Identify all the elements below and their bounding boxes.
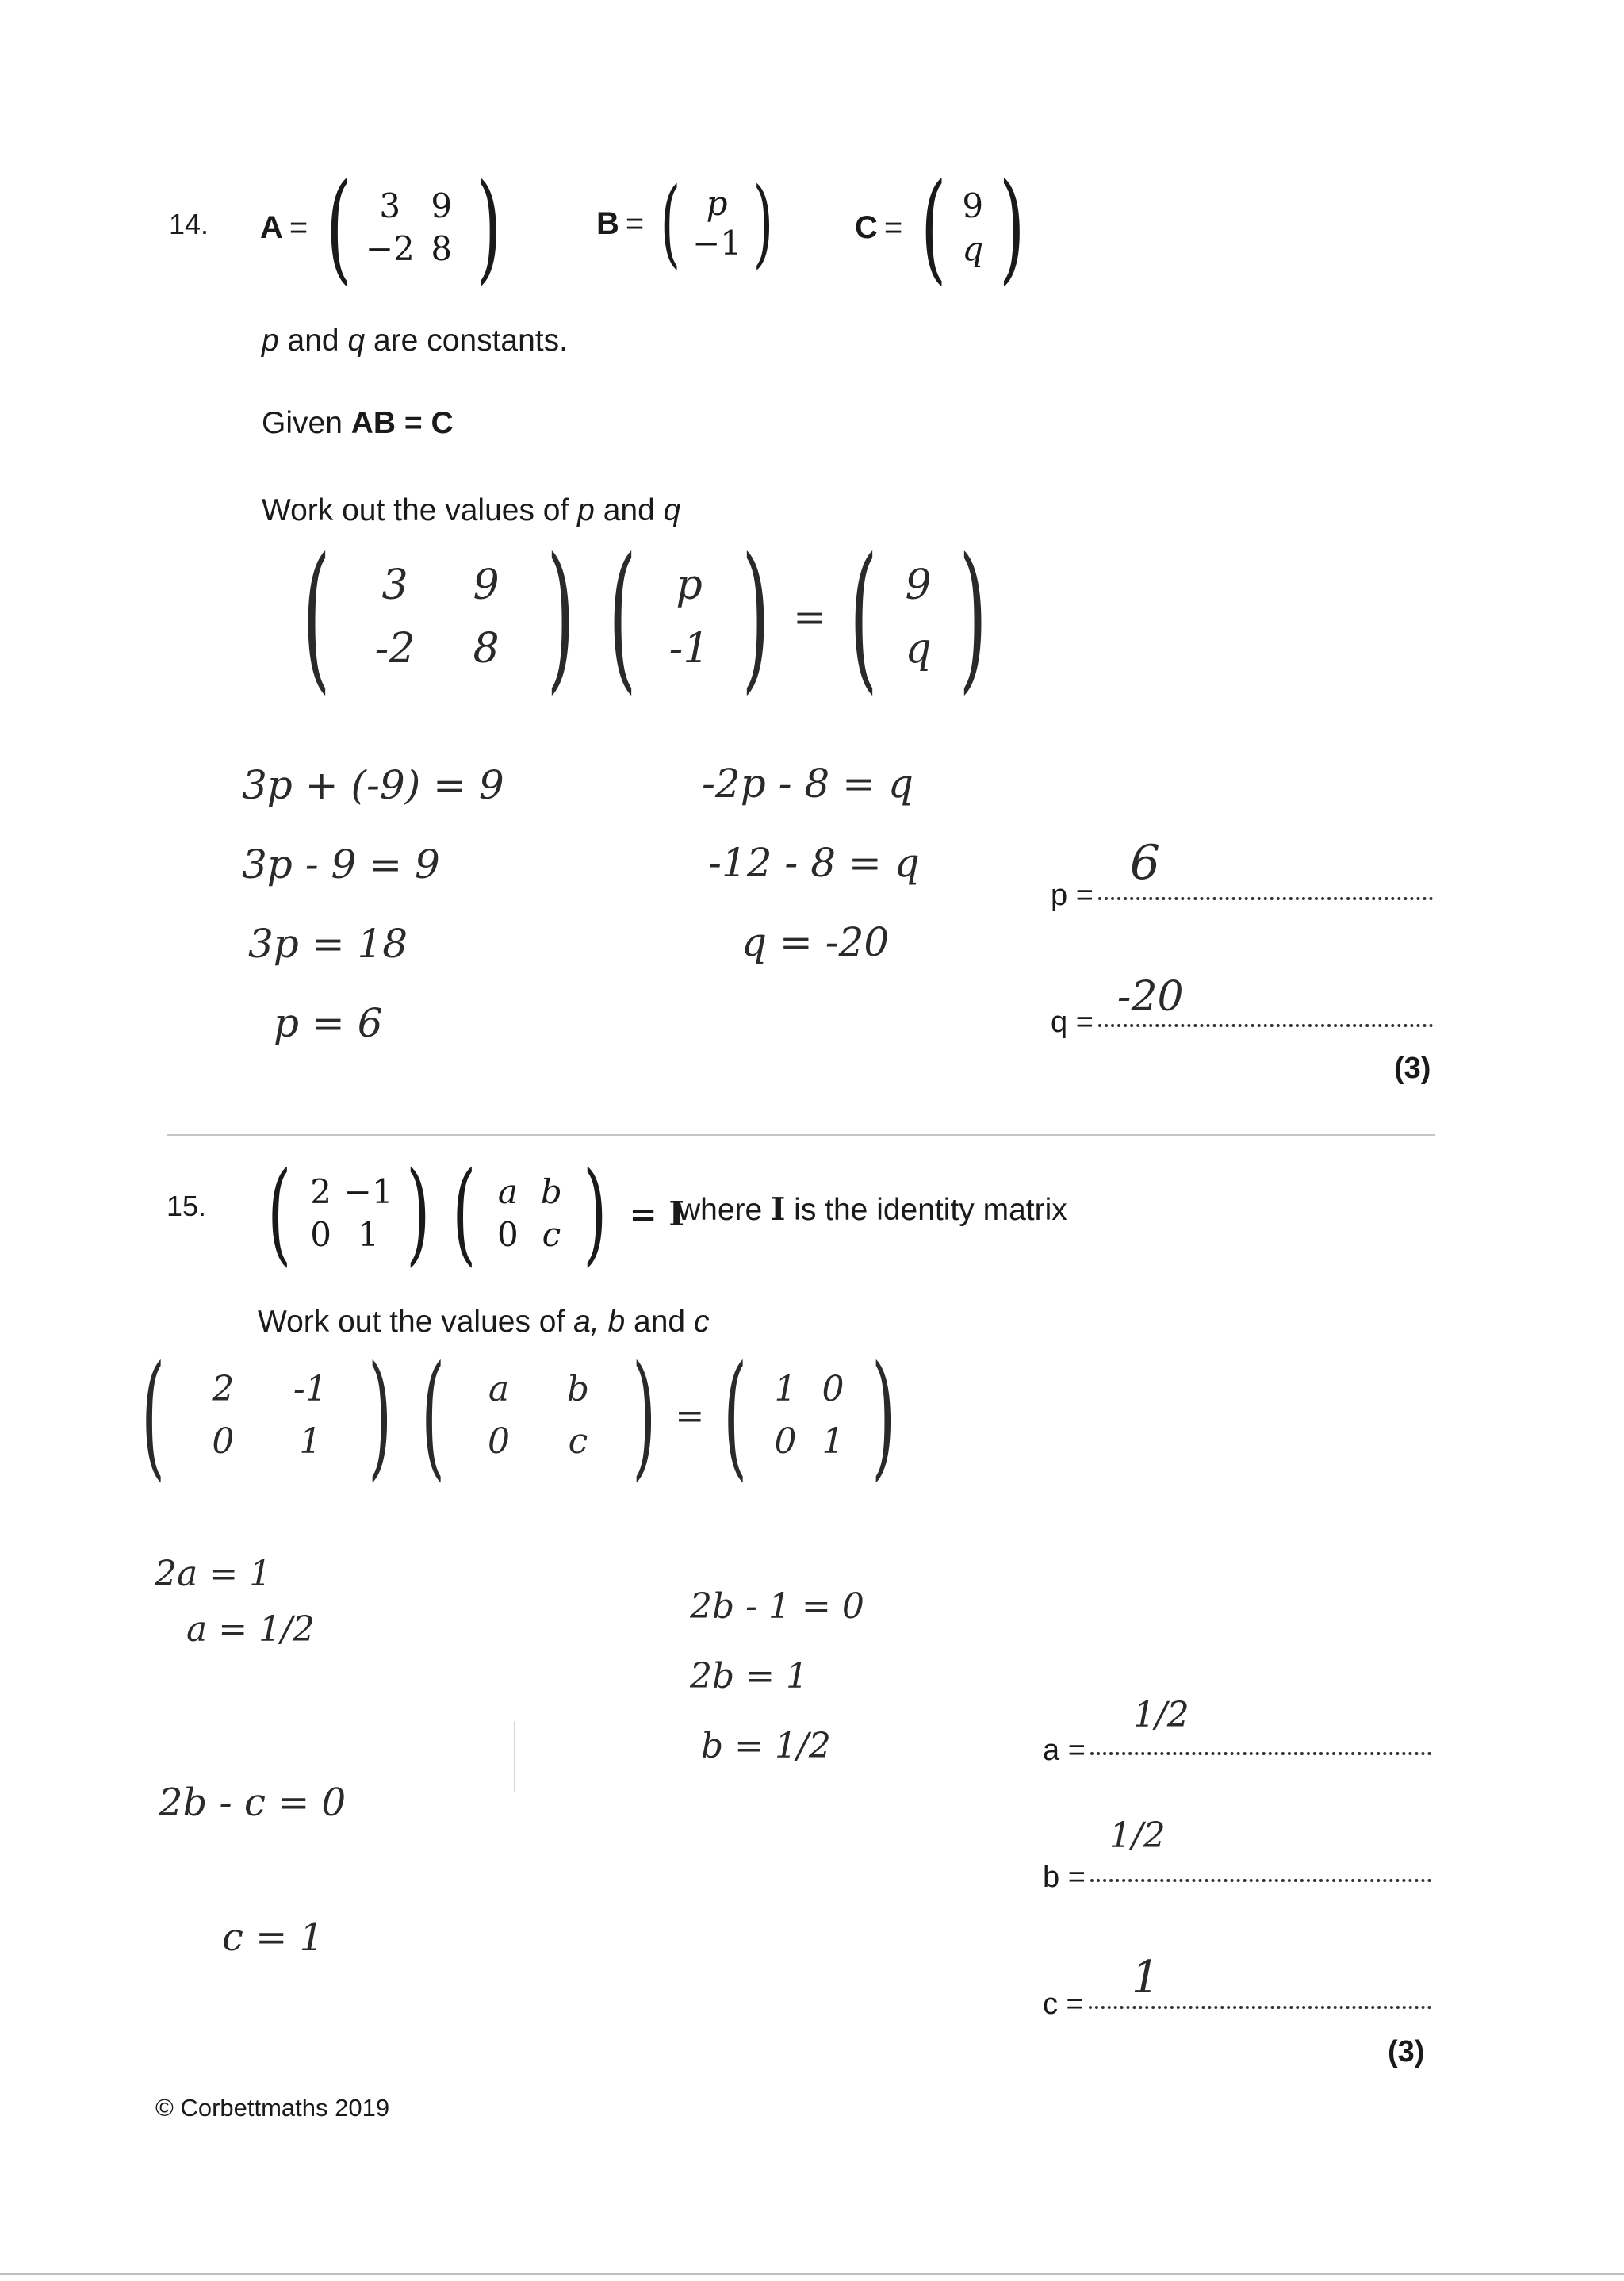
right-paren: ) xyxy=(959,524,987,709)
working-matrix-1 xyxy=(347,554,530,680)
matrix-cell: 0 xyxy=(310,1215,331,1254)
equals-sign: = xyxy=(883,209,903,245)
text-rest: are constants. xyxy=(365,324,568,358)
answer-value: 1/2 xyxy=(1109,1815,1166,1856)
right-paren: ) xyxy=(583,1148,607,1278)
matrix-1-cells xyxy=(301,1171,396,1256)
matrix-a-label: A xyxy=(260,209,283,245)
working-left-column xyxy=(155,1547,315,1658)
matrix-2-cells xyxy=(486,1171,573,1256)
question-divider xyxy=(167,1134,1435,1136)
matrix-cell: 1 xyxy=(358,1215,379,1254)
answer-field-b[interactable] xyxy=(1090,1815,1431,1882)
matrix-cell: 0 xyxy=(822,1369,845,1409)
matrix-cell: -1 xyxy=(293,1369,327,1409)
where-text-rest: is the identity matrix xyxy=(785,1193,1067,1227)
constants-statement xyxy=(262,324,568,358)
matrix-a-definition xyxy=(260,159,511,297)
pencil-mark xyxy=(514,1721,515,1792)
identity-note xyxy=(678,1191,1067,1228)
matrix-cell: 0 xyxy=(497,1215,519,1254)
matrix-cell: −1 xyxy=(692,224,742,263)
working-matrix-2 xyxy=(459,1363,618,1468)
right-paren: ) xyxy=(475,159,502,297)
matrix-cell: 0 xyxy=(487,1421,510,1462)
matrix-cell: 9 xyxy=(905,562,932,609)
left-paren: ( xyxy=(267,1148,292,1278)
matrix-cell: p xyxy=(706,184,728,223)
marks: (3) xyxy=(1394,1052,1431,1085)
right-paren: ) xyxy=(405,1148,430,1278)
matrix-cell: -1 xyxy=(668,625,710,673)
matrix-cell: 0 xyxy=(774,1421,797,1462)
working-line: 3p - 9 = 9 xyxy=(242,841,440,887)
right-paren: ) xyxy=(741,524,770,709)
given-statement xyxy=(262,406,454,441)
working-left-column-2 xyxy=(159,1735,346,2005)
answer-label: p = xyxy=(1051,879,1094,912)
instruction xyxy=(258,1305,709,1340)
answer-label: b = xyxy=(1043,1861,1086,1894)
right-paren: ) xyxy=(998,159,1025,297)
answer-value: 1 xyxy=(1131,1952,1160,2003)
answer-value: 1/2 xyxy=(1132,1695,1189,1735)
working-right-column xyxy=(690,1572,864,1781)
equals-sign: = xyxy=(675,1395,705,1436)
question-number: 15. xyxy=(167,1190,207,1222)
working-matrix-3 xyxy=(894,554,942,680)
matrix-equation xyxy=(258,1148,684,1278)
matrix-b-label: B xyxy=(596,205,619,241)
working-line: c = 1 xyxy=(222,1915,324,1960)
answer-field-a[interactable] xyxy=(1090,1695,1431,1755)
matrix-cell: c xyxy=(542,1215,561,1254)
working-matrix-2 xyxy=(653,554,725,680)
working-right-column xyxy=(702,744,920,982)
answer-line-c xyxy=(1043,1952,1431,2022)
matrix-cell: 2 xyxy=(212,1369,235,1409)
matrix-cell: 0 xyxy=(212,1421,235,1462)
working-line: -2p - 8 = q xyxy=(702,761,914,807)
matrix-c-cells xyxy=(957,185,989,270)
matrix-cell: 8 xyxy=(431,229,453,268)
instruction-prefix: Work out the values of xyxy=(258,1305,574,1339)
working-line: p = 6 xyxy=(274,1000,383,1046)
var-p: p xyxy=(577,493,595,527)
matrix-cell: a xyxy=(497,1172,518,1211)
matrix-cell: c xyxy=(568,1421,588,1462)
working-matrix-1 xyxy=(179,1363,354,1468)
matrix-cell: 3 xyxy=(379,186,401,225)
where-text: where xyxy=(678,1193,772,1227)
left-paren: ( xyxy=(452,1148,477,1278)
answer-field-c[interactable] xyxy=(1089,1952,1431,2009)
left-paren: ( xyxy=(921,159,947,297)
matrix-cell: −2 xyxy=(365,229,415,268)
given-expression: AB = C xyxy=(350,406,454,440)
working-line: q = -20 xyxy=(741,919,890,965)
equals-sign: = xyxy=(625,205,645,241)
right-paren: ) xyxy=(753,168,774,278)
right-paren: ) xyxy=(546,524,575,709)
answer-line-q xyxy=(1051,973,1433,1040)
copyright-footer: © Corbettmaths 2019 xyxy=(155,2094,390,2122)
matrix-cell: a xyxy=(488,1369,510,1409)
left-paren: ( xyxy=(723,1337,748,1494)
answer-field-p[interactable] xyxy=(1098,835,1433,900)
answer-value: 6 xyxy=(1129,835,1161,891)
matrix-cell: b xyxy=(540,1172,562,1211)
left-paren: ( xyxy=(420,1337,445,1494)
left-paren: ( xyxy=(608,524,637,709)
matrix-cell: −1 xyxy=(343,1172,393,1211)
instruction-prefix: Work out the values of xyxy=(262,493,578,527)
answer-field-q[interactable] xyxy=(1098,973,1433,1027)
left-paren: ( xyxy=(849,524,878,709)
working-matrix-3 xyxy=(762,1363,857,1468)
equals-sign: = xyxy=(793,594,827,640)
left-paren: ( xyxy=(326,159,352,297)
matrix-b-cells xyxy=(689,184,745,263)
answer-line-p xyxy=(1051,835,1433,913)
answer-line-b xyxy=(1043,1815,1431,1895)
right-paren: ) xyxy=(871,1337,895,1494)
matrix-cell: p xyxy=(676,562,703,609)
matrix-c-label: C xyxy=(855,209,878,245)
identity-symbol: I xyxy=(771,1191,786,1228)
working-line: 3p = 18 xyxy=(248,921,408,967)
left-paren: ( xyxy=(302,524,331,709)
working-line: 3p + (-9) = 9 xyxy=(242,762,504,808)
left-paren: ( xyxy=(141,1337,166,1494)
matrix-c-definition xyxy=(855,159,1035,297)
page-edge xyxy=(0,2273,1624,2275)
working-line: -12 - 8 = q xyxy=(708,840,920,886)
working-line: 2b = 1 xyxy=(690,1656,808,1696)
given-prefix: Given xyxy=(262,406,351,440)
instruction xyxy=(262,493,680,528)
matrix-cell: 9 xyxy=(431,186,453,225)
working-line: 2b - 1 = 0 xyxy=(690,1586,864,1627)
matrix-cell: q xyxy=(905,625,932,673)
answer-label: c = xyxy=(1043,1988,1084,2021)
matrix-cell: 1 xyxy=(822,1421,845,1462)
working-line: 2a = 1 xyxy=(155,1554,272,1594)
working-left-column xyxy=(242,746,504,1063)
matrix-cell: -2 xyxy=(374,625,416,673)
text-and: and xyxy=(278,324,348,358)
var-q: q xyxy=(663,493,681,527)
left-paren: ( xyxy=(660,168,681,278)
working-line: 2b - c = 0 xyxy=(159,1781,347,1825)
text-and: and xyxy=(594,493,664,527)
marks: (3) xyxy=(1388,2035,1425,2068)
matrix-cell: 9 xyxy=(473,562,500,609)
vars-a-b: a, b xyxy=(573,1305,626,1339)
matrix-a-cells xyxy=(362,185,465,270)
working-matrix-equation xyxy=(285,524,1004,709)
var-c: c xyxy=(693,1305,710,1339)
matrix-cell: q xyxy=(962,229,984,268)
matrix-cell: b xyxy=(566,1369,590,1409)
equals-sign: = xyxy=(289,209,308,245)
answer-label: q = xyxy=(1051,1006,1094,1039)
matrix-cell: 8 xyxy=(473,625,500,673)
answer-line-a xyxy=(1043,1695,1431,1768)
matrix-cell: 1 xyxy=(299,1421,322,1462)
var-q: q xyxy=(347,324,366,358)
right-paren: ) xyxy=(368,1337,393,1494)
equals-identity: = I xyxy=(629,1194,684,1233)
text-and: and xyxy=(625,1305,694,1339)
working-matrix-equation xyxy=(127,1337,910,1494)
matrix-cell: 2 xyxy=(310,1172,331,1211)
question-number: 14. xyxy=(169,208,209,240)
matrix-cell: 9 xyxy=(962,186,984,225)
answer-value: -20 xyxy=(1116,973,1184,1021)
matrix-b-definition xyxy=(596,168,782,278)
right-paren: ) xyxy=(632,1337,657,1494)
matrix-cell: 3 xyxy=(381,562,408,609)
answer-label: a = xyxy=(1043,1734,1086,1767)
working-line: a = 1/2 xyxy=(186,1609,315,1650)
working-line: b = 1/2 xyxy=(701,1726,831,1766)
var-p: p xyxy=(262,324,279,358)
matrix-cell: 1 xyxy=(774,1369,797,1409)
